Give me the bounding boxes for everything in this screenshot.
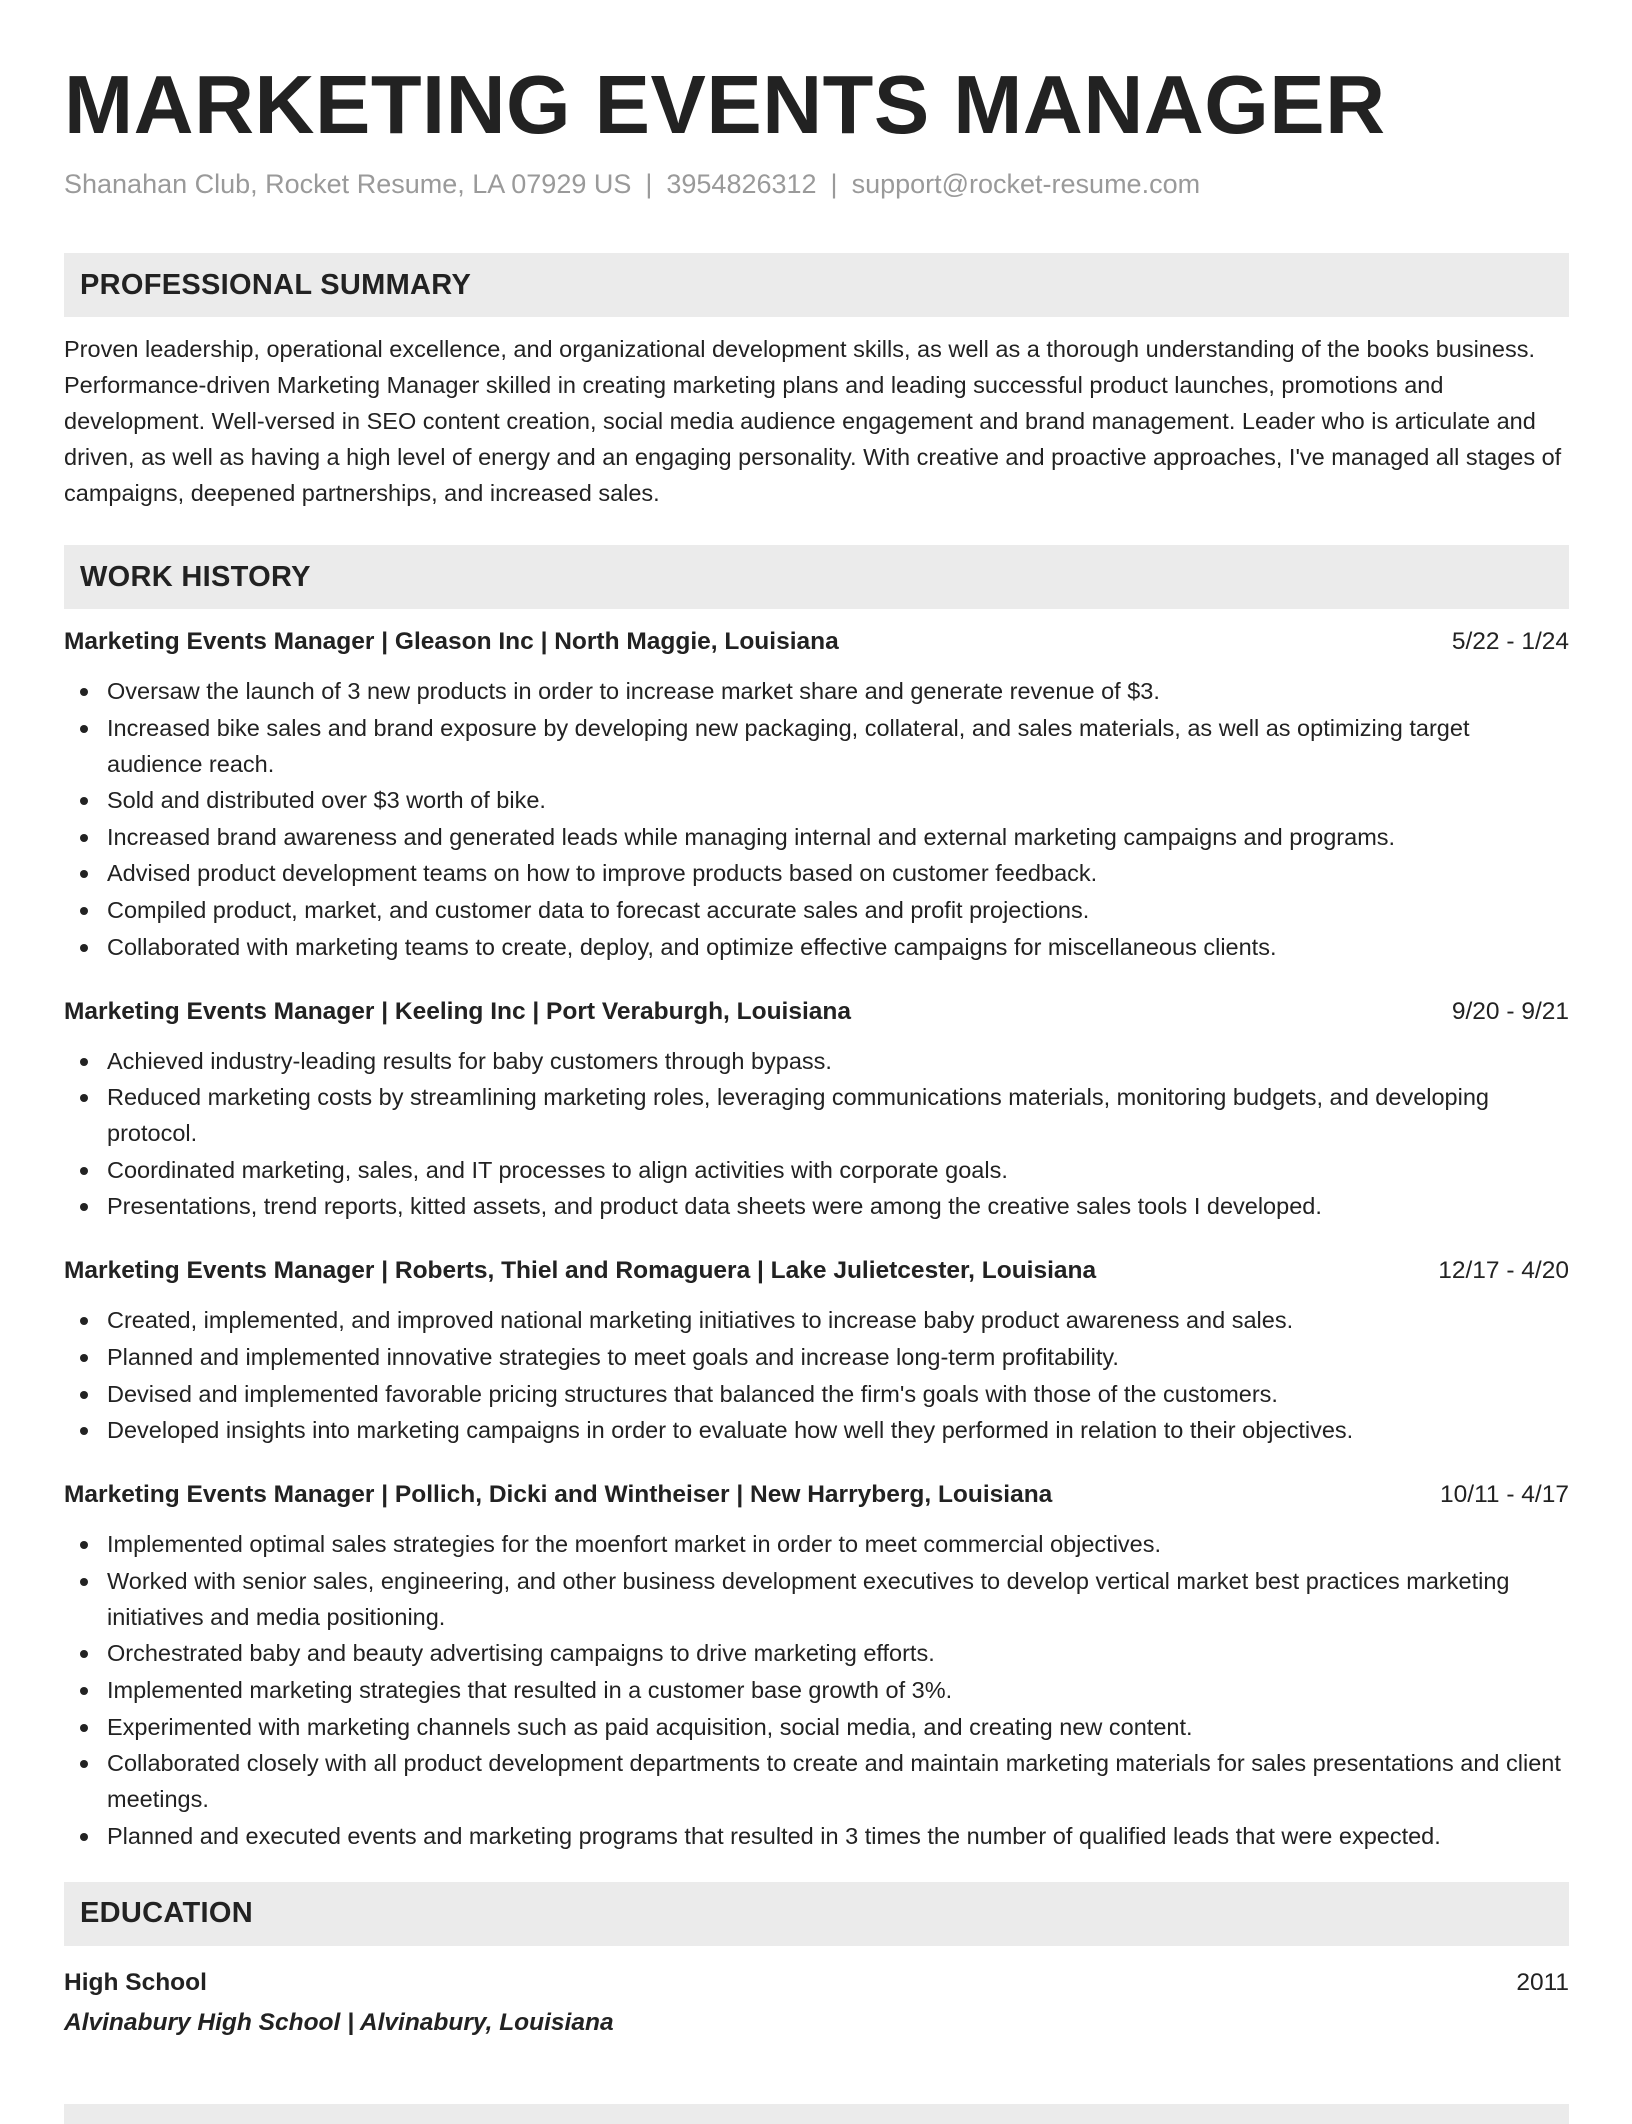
contact-address: Shanahan Club, Rocket Resume, LA 07929 US bbox=[64, 169, 632, 199]
section-header-education: EDUCATION bbox=[64, 1882, 1569, 1946]
job-bullet: Compiled product, market, and customer data to forecast accurate sales and profit projections. bbox=[107, 892, 1569, 928]
job-bullet-list bbox=[64, 1043, 1569, 1225]
resume-title: MARKETING EVENTS MANAGER bbox=[64, 58, 1386, 151]
job-bullet: Oversaw the launch of 3 new products in order to increase market share and generate revenue of $3. bbox=[107, 673, 1569, 709]
job-bullet: Developed insights into marketing campaigns in order to evaluate how well they performed in relation to their objectives. bbox=[107, 1412, 1569, 1448]
contact-phone: 3954826312 bbox=[666, 169, 817, 199]
job-bullet: Implemented optimal sales strategies for the moenfort market in order to meet commercial objectives. bbox=[107, 1526, 1569, 1562]
job-header bbox=[64, 995, 1569, 1029]
job-title: Marketing Events Manager | Roberts, Thiel and Romaguera | Lake Julietcester, Louisiana bbox=[64, 1257, 1097, 1285]
job-bullet: Presentations, trend reports, kitted assets, and product data sheets were among the creative sales tools I developed. bbox=[107, 1188, 1569, 1224]
contact-separator: | bbox=[830, 169, 838, 199]
education-year: 2011 bbox=[1516, 1968, 1569, 1996]
job-bullet: Experimented with marketing channels such as paid acquisition, social media, and creating new content. bbox=[107, 1709, 1569, 1745]
job-bullet-list bbox=[64, 1302, 1569, 1448]
job-bullet: Collaborated closely with all product development departments to create and maintain marketing materials for sales presentations and client meetings. bbox=[107, 1745, 1569, 1817]
section-header-next bbox=[64, 2104, 1569, 2124]
job-dates: 10/11 - 4/17 bbox=[1440, 1481, 1569, 1509]
job-bullet: Collaborated with marketing teams to create, deploy, and optimize effective campaigns for miscellaneous clients. bbox=[107, 929, 1569, 965]
contact-line bbox=[64, 167, 1569, 201]
job-header bbox=[64, 1478, 1569, 1512]
job-bullet: Achieved industry-leading results for baby customers through bypass. bbox=[107, 1043, 1569, 1079]
section-header-work-history: WORK HISTORY bbox=[64, 545, 1569, 609]
job-bullet: Planned and implemented innovative strategies to meet goals and increase long-term profitability. bbox=[107, 1339, 1569, 1375]
job-dates: 5/22 - 1/24 bbox=[1451, 628, 1569, 655]
job-bullet-list bbox=[64, 673, 1569, 965]
job-bullet: Orchestrated baby and beauty advertising campaigns to drive marketing efforts. bbox=[107, 1635, 1569, 1671]
job-title: Marketing Events Manager | Gleason Inc | North Maggie, Louisiana bbox=[64, 628, 839, 655]
job-bullet: Created, implemented, and improved national marketing initiatives to increase baby product awareness and sales. bbox=[107, 1302, 1569, 1338]
job-header bbox=[64, 625, 1569, 659]
job-bullet: Increased bike sales and brand exposure by developing new packaging, collateral, and sales materials, as well as optimizing target audience reach. bbox=[107, 710, 1569, 782]
job-bullet: Increased brand awareness and generated leads while managing internal and external marketing campaigns and programs. bbox=[107, 819, 1569, 855]
job-bullet: Devised and implemented favorable pricing structures that balanced the firm's goals with those of the customers. bbox=[107, 1376, 1569, 1412]
job-bullet: Planned and executed events and marketing programs that resulted in 3 times the number of qualified leads that were expected. bbox=[107, 1818, 1569, 1854]
job-header bbox=[64, 1254, 1569, 1288]
job-bullet: Worked with senior sales, engineering, and other business development executives to develop vertical market best practices marketing initiatives and media positioning. bbox=[107, 1563, 1569, 1635]
job-bullet: Coordinated marketing, sales, and IT processes to align activities with corporate goals. bbox=[107, 1152, 1569, 1188]
job-title: Marketing Events Manager | Pollich, Dicki and Wintheiser | New Harryberg, Louisiana bbox=[64, 1481, 1053, 1509]
section-header-summary: PROFESSIONAL SUMMARY bbox=[64, 253, 1569, 317]
job-dates: 12/17 - 4/20 bbox=[1438, 1257, 1569, 1285]
education-degree: High School bbox=[64, 1968, 207, 1996]
job-entry bbox=[64, 1478, 1569, 1854]
contact-separator: | bbox=[645, 169, 653, 199]
education-entry bbox=[64, 1966, 1569, 2000]
summary-text: Proven leadership, operational excellence, and organizational development skills, as well as a thorough understanding of the books business. Performance-driven Marketing Manager skilled in creating marketing plans and leading successful product launches, promotions and development. Well-versed in SEO content creation, social media audience engagement and brand management. Leader who is articulate and driven, as well as having a high level of energy and an engaging personality. With creative and proactive approaches, I've managed all stages of campaigns, deepened partnerships, and increased sales. bbox=[64, 336, 1562, 506]
job-dates: 9/20 - 9/21 bbox=[1451, 997, 1569, 1025]
job-bullet: Advised product development teams on how to improve products based on customer feedback. bbox=[107, 855, 1569, 891]
job-bullet: Sold and distributed over $3 worth of bike. bbox=[107, 782, 1569, 818]
job-bullet: Reduced marketing costs by streamlining marketing roles, leveraging communications materials, monitoring budgets, and developing protocol. bbox=[107, 1079, 1569, 1151]
job-bullet-list bbox=[64, 1526, 1569, 1854]
job-entry bbox=[64, 1254, 1569, 1448]
work-history-list bbox=[64, 625, 1569, 1854]
job-entry bbox=[64, 625, 1569, 965]
job-entry bbox=[64, 995, 1569, 1225]
job-bullet: Implemented marketing strategies that resulted in a customer base growth of 3%. bbox=[107, 1672, 1569, 1708]
contact-email: support@rocket-resume.com bbox=[851, 169, 1201, 199]
job-title: Marketing Events Manager | Keeling Inc | Port Veraburgh, Louisiana bbox=[64, 997, 852, 1025]
education-school: Alvinabury High School | Alvinabury, Louisiana bbox=[64, 2008, 614, 2036]
